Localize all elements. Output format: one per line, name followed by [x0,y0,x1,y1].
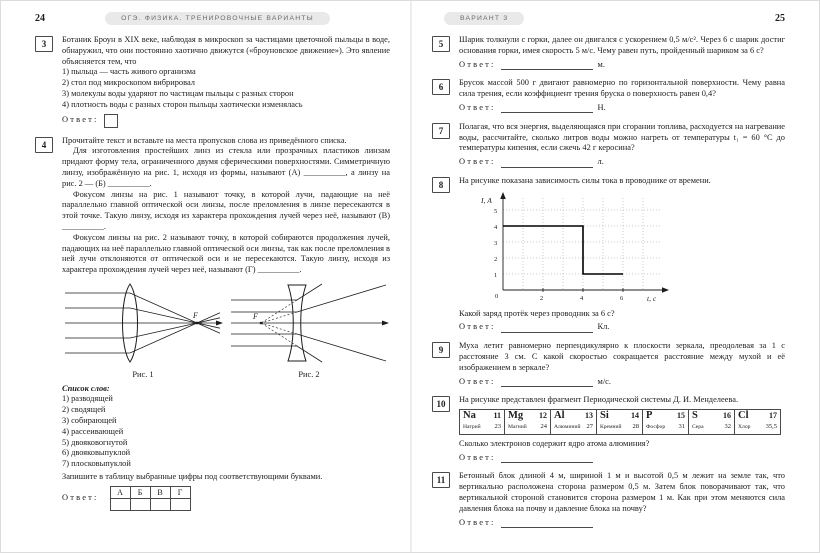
element-number: 15 [677,411,685,421]
question-10-number: 10 [432,396,450,412]
answer-cell [170,498,190,510]
question-8 [432,176,785,333]
answer-label: Ответ: [62,492,99,502]
graph-y-tick: 5 [494,207,498,215]
answer-label: Ответ: [459,157,496,167]
graph-x-tick: 6 [620,294,624,302]
element-cell [735,409,781,435]
question-3 [35,35,390,128]
question-5 [432,35,785,70]
element-name: Натрий [463,423,481,430]
answer-blank [501,518,593,528]
answer-unit: м/с. [597,376,611,386]
question-10-text: На рисунке представлен фрагмент Периодической системы Д. И. Менделеева. [459,395,739,405]
question-3-number: 3 [35,36,53,52]
answer-blank [501,323,593,333]
answer-cell [130,498,150,510]
figure-1-caption: Рис. 1 [132,369,154,379]
answer-label: Ответ: [459,452,496,462]
running-title-left: ОГЭ. ФИЗИКА. ТРЕНИРОВОЧНЫЕ ВАРИАНТЫ [105,12,330,25]
page-gutter [410,1,412,553]
question-8-question: Какой заряд протёк через проводник за 6 с? [459,308,615,318]
diverging-lens-figure [228,281,390,365]
question-6-text: Брусок массой 500 г двигают равномерно по горизонтальной поверхности. Чему равна сила трения, если коэффициент трения бруска о поверхность равен 0,4? [459,78,785,99]
question-8-answer-row [459,322,785,333]
converging-lens-figure [62,281,224,365]
element-cell [597,409,643,435]
question-5-number: 5 [432,36,450,52]
question-10-question: Сколько электронов содержит ядро атома алюминия? [459,438,650,448]
element-name: Алюминий [554,423,581,430]
answer-label: Ответ: [459,376,496,386]
figure-2-caption: Рис. 2 [298,369,320,379]
word-list-item: 3) собирающей [62,415,117,425]
element-number: 17 [769,411,777,421]
graph-y-tick: 1 [494,271,498,279]
left-page-header [35,11,390,26]
question-6-body [459,78,785,113]
question-6-answer-row [459,103,785,114]
word-list-item: 5) двояковогнутой [62,437,128,447]
question-9 [432,341,785,387]
graph-y-tick: 2 [494,255,498,263]
answer-blank [501,103,593,113]
element-name: Магний [508,423,527,430]
letter-cell: А [110,486,130,498]
element-name: Сера [692,423,704,430]
graph-y-axis-label: I, А [481,195,492,205]
element-mass: 35,5 [765,422,777,430]
answer-label: Ответ: [459,59,496,69]
element-cell [459,409,505,435]
graph-y-tick: 3 [494,239,498,247]
element-number: 13 [585,411,593,421]
element-name: Фосфор [646,423,666,430]
answer-option: 2) стол под микроскопом вибрировал [62,78,195,88]
question-9-text: Муха летит равномерно перпендикулярно к плоскости зеркала, преодолевая за 1 с расстояние 3 см. С какой скоростью сокращается расстояние между мухой и её изображением в зеркале? [459,341,785,372]
element-number: 16 [723,411,731,421]
question-3-answer-row [62,114,390,128]
element-cell [551,409,597,435]
element-symbol: Si [600,410,609,422]
question-10-answer-row [459,453,785,464]
question-5-text: Шарик толкнули с горки, далее он двигался с ускорением 0,5 м/с². Через 6 с шарик достиг основания горки, имея скорость 5 м/с. Чему равен путь, пройденный шариком за 6 с? [459,35,785,55]
question-4-intro: Прочитайте текст и вставьте на места пропусков слова из приведённого списка. [62,135,347,145]
graph-x-axis-label: t, с [647,293,657,303]
graph-x-tick: 4 [580,294,584,302]
question-4-instruction: Запишите в таблицу выбранные цифры под соответствующими буквами. [62,471,323,481]
answer-letters-table [110,486,191,511]
figure-1 [62,281,224,381]
word-list-item: 1) разводящей [62,394,113,404]
answer-unit: Кл. [597,322,610,332]
question-10-body [459,395,785,463]
letter-cell: Б [130,486,150,498]
element-cell [643,409,689,435]
question-4-paragraph-3: Фокусом линзы на рис. 2 называют точку, в которой собираются продолжения лучей, падающих на неё параллельно главной оптической оси линзы, так как после преломления в ней лучи отклоняются от оптической оси и не пересекаются. Такую линзу, исходя из характера прохождения лучей через неё, называют (Г) __________. [62,232,390,275]
graph-x-tick: 2 [540,294,544,302]
question-11-answer-row [459,518,785,529]
element-mass: 27 [586,422,593,430]
answer-blank [501,60,593,70]
word-list-title: Список слов: [62,383,110,393]
question-4-number: 4 [35,137,53,153]
question-3-text: Ботаник Броун в XIX веке, наблюдая в микроскоп за частицами цветочной пыльцы в воде, обнаружил, что они постоянно хаотично движутся («броуновское движение»). Это явление объясняется тем, что [62,35,390,66]
letter-cell: В [150,486,170,498]
answer-option: 1) пыльца — часть живого организма [62,67,196,77]
question-3-body [62,35,390,128]
right-page [410,1,819,552]
question-6 [432,78,785,113]
element-number: 14 [631,411,639,421]
question-8-number: 8 [432,177,450,193]
question-5-answer-row [459,60,785,71]
lens-figures [62,281,390,381]
question-4-answer-row [62,486,390,511]
answer-blank [501,453,593,463]
element-mass: 28 [632,422,639,430]
word-list-item: 7) плосковыпуклой [62,459,131,469]
question-7-answer-row [459,157,785,168]
running-title-right: ВАРИАНТ 3 [444,12,524,25]
question-10 [432,395,785,463]
question-7-body [459,122,785,168]
right-page-header [432,11,785,26]
element-symbol: P [646,410,653,422]
graph-y-tick: 4 [494,223,498,231]
question-6-number: 6 [432,79,450,95]
answer-unit: Н. [597,102,606,112]
element-symbol: S [692,410,698,422]
element-symbol: Mg [508,410,524,422]
answer-unit: л. [597,157,604,167]
focus-label-fig2: F [253,311,258,321]
figure-2 [228,281,390,381]
graph-origin-label: 0 [495,292,499,300]
answer-cell [110,498,130,510]
question-9-number: 9 [432,342,450,358]
focus-label-fig1: F [193,310,198,320]
question-4-body [62,136,390,511]
current-time-graph-wrap [473,190,785,308]
element-mass: 31 [678,422,685,430]
answer-option: 3) молекулы воды ударяют по частицам пыльцы с разных сторон [62,88,294,98]
answer-cell [150,498,170,510]
periodic-table-fragment [459,409,785,435]
letter-cell: Г [170,486,190,498]
answer-unit: м. [597,59,605,69]
element-symbol: Na [463,410,476,422]
answer-label: Ответ: [459,322,496,332]
answer-blank [501,377,593,387]
right-page-number: 25 [775,13,785,24]
question-8-text: На рисунке показана зависимость силы тока в проводнике от времени. [459,175,711,185]
question-7-text: Полагая, что вся энергия, выделяющаяся при сгорании топлива, расходуется на нагревание воды, рассчитайте, сколько литров воды можно нагреть от температуры t₁ = 60 °С до температуры кипения, если сжечь 42 г керосина? [459,121,785,153]
element-mass: 24 [540,422,547,430]
answer-label: Ответ: [459,102,496,112]
element-name: Хлор [738,423,751,430]
element-mass: 23 [494,422,501,430]
element-cell [505,409,551,435]
current-vs-time-graph [473,190,673,304]
element-number: 11 [493,411,501,421]
question-5-body [459,35,785,70]
element-number: 12 [539,411,547,421]
question-7-number: 7 [432,123,450,139]
answer-label: Ответ: [459,517,496,527]
element-symbol: Al [554,410,565,422]
question-9-body [459,341,785,387]
element-cell [689,409,735,435]
answer-label: Ответ: [62,115,99,125]
left-page [1,1,410,552]
answer-option: 4) плотность воды с разных сторон пыльцы хаотически изменялась [62,99,303,109]
left-page-number: 24 [35,13,45,24]
answer-blank [501,158,593,168]
element-mass: 32 [724,422,731,430]
question-11-number: 11 [432,472,450,488]
question-7 [432,122,785,168]
answer-box [104,114,118,128]
question-4-paragraph-2: Фокусом линзы на рис. 1 называют точку, в которой лучи, падающие на неё параллельно главной оптической оси линзы, после преломления в линзе пересекаются в этой точке. Такую линзу, исходя из характера прохождения лучей через неё, называют (В) __________. [62,189,390,231]
question-11-body [459,471,785,528]
question-4 [35,136,390,511]
element-name: Кремний [600,423,622,430]
word-list-item: 4) рассеивающей [62,426,124,436]
question-4-paragraph-1: Для изготовления простейших линз из стекла или прозрачных пластиков линзам придают форму тела, ограниченного двумя сферическими поверхностями. Симметричную линзу, изображённую на рис. 1, исходя из формы, называют (А) __________, а линзу на рис. 2 — (Б) __________. [62,146,390,188]
question-9-answer-row [459,377,785,388]
question-11 [432,471,785,528]
question-11-text: Бетонный блок длиной 4 м, шириной 1 м и высотой 0,5 м лежит на земле так, что вертикально расположена сторона размером 0,5 м. Затем блок поворачивают так, что вертикальной стороной становится сторона размером 1 м. Как при этом меняются сила давления блока на почву и давление блока на почву? [459,471,785,513]
word-list-item: 2) сводящей [62,405,106,415]
question-8-body [459,176,785,333]
element-symbol: Cl [738,410,749,422]
word-list-item: 6) двояковыпуклой [62,448,131,458]
